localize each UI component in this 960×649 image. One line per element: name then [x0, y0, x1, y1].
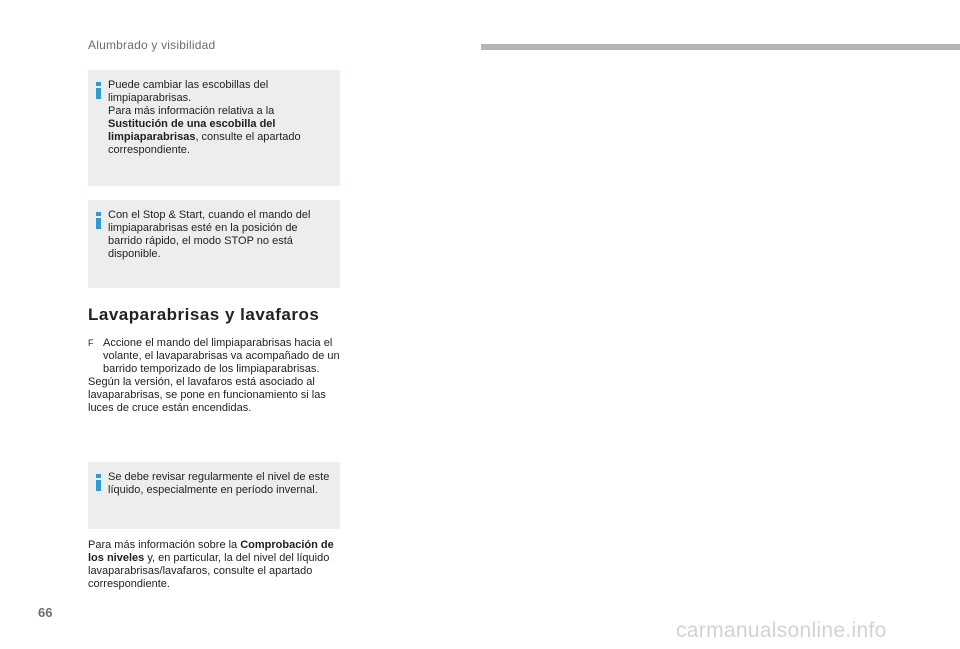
para-suffix: y, en particular, la del nivel del líquido lavaparabrisas/lavafaros, consulte el apartado correspondiente. [88, 552, 330, 590]
note-reference: Sustitución de una escobilla del limpiaparabrisas [108, 118, 276, 143]
note-text-prefix: Para más información relativa a la [108, 105, 275, 117]
info-icon [95, 82, 102, 99]
info-icon [95, 212, 102, 229]
note-line: Puede cambiar las escobillas del limpiaparabrisas. [108, 79, 269, 104]
header-bar [481, 44, 960, 50]
info-note-text: Se debe revisar regularmente el nivel de este líquido, especialmente en período invernal. [108, 471, 330, 496]
headlamp-wash-paragraph: Según la versión, el lavafaros está asociado al lavaparabrisas, se pone en funcionamiento si las luces de cruce están encendidas. [88, 376, 326, 414]
info-note-text: Con el Stop & Start, cuando el mando del limpiaparabrisas esté en la posición de barrido rápido, el modo STOP no está disponible. [108, 209, 311, 260]
note-text-suffix: , consulte el apartado correspondiente. [108, 131, 301, 156]
info-icon [95, 474, 102, 491]
info-note-text [108, 79, 334, 157]
instruction-bullet [88, 337, 340, 376]
levels-check-paragraph [88, 539, 340, 591]
section-title: Alumbrado y visibilidad [88, 38, 216, 52]
page-number: 66 [38, 605, 53, 620]
info-note-stop-start [88, 200, 340, 288]
info-note-fluid-level [88, 462, 340, 529]
info-note-wiper-blades [88, 70, 340, 186]
bullet-marker: F [88, 338, 94, 348]
para-prefix: Para más información sobre la [88, 539, 241, 551]
para-reference: Comprobación de los niveles [88, 539, 334, 564]
section-heading: Lavaparabrisas y lavafaros [88, 305, 320, 324]
watermark: carmanualsonline.info [676, 619, 887, 642]
bullet-text: Accione el mando del limpiaparabrisas hacia el volante, el lavaparabrisas va acompañado de un barrido temporizado de los limpiaparabrisas. [103, 337, 340, 375]
